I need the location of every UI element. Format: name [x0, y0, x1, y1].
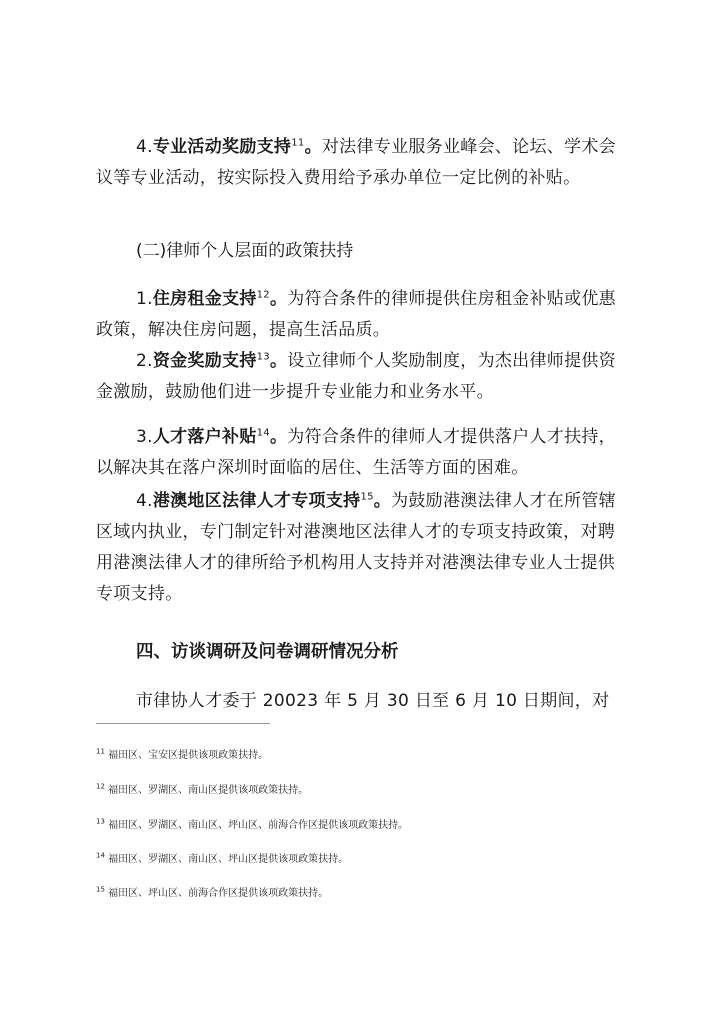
item-title: 住房租金支持 — [152, 289, 257, 309]
footnote-number: 15 — [96, 885, 105, 894]
footnote-ref: 11 — [291, 137, 305, 149]
paragraph-professional-activity-award — [96, 132, 632, 194]
item-text: 设立律师个人奖励制度，为杰出律师提供资金激励，鼓励他们进一步提升专业能力和业务水平。 — [96, 351, 616, 402]
item-title: 人才落户补贴 — [152, 427, 257, 447]
item-text: 为鼓励港澳法律人才在所管辖区域内执业，专门制定针对港澳地区法律人才的专项支持政策，对聘用港澳法律人才的律所给予机构用人支持并对港澳法律专业人士提供专项支持。 — [96, 491, 616, 604]
footnote-text: 福田区、罗湖区、南山区、坪山区提供该项政策扶持。 — [108, 854, 349, 865]
footnote-number: 12 — [96, 782, 105, 791]
paragraph-housing-rent-support — [96, 284, 632, 346]
paragraph-survey-intro: 市律协人才委于 20023 年 5 月 30 日至 6 月 10 日期间，对 — [136, 691, 610, 711]
footnote-ref: 14 — [256, 427, 270, 439]
footnote-12 — [96, 784, 308, 798]
footnote-number: 13 — [96, 817, 105, 826]
item-punct: 。 — [304, 137, 322, 157]
footnote-text: 福田区、宝安区提供该项政策扶持。 — [108, 750, 269, 761]
item-number: 3. — [136, 427, 153, 447]
footnote-number: 11 — [96, 747, 105, 756]
item-punct: 。 — [269, 289, 288, 309]
item-title: 资金奖励支持 — [152, 351, 257, 371]
footnote-ref: 13 — [256, 351, 270, 363]
paragraph-hk-macao-talent-support — [96, 486, 632, 610]
paragraph-talent-settlement-subsidy — [96, 422, 632, 484]
footnote-number: 14 — [96, 851, 105, 860]
item-punct: 。 — [269, 427, 288, 447]
item-text: 为符合条件的律师人才提供落户人才扶持，以解决其在落户深圳时面临的居住、生活等方面的困难。 — [96, 427, 616, 478]
item-number: 1. — [136, 289, 153, 309]
item-number: 4. — [136, 137, 153, 157]
footnote-ref: 12 — [256, 289, 270, 301]
footnote-separator — [96, 723, 270, 724]
item-number: 4. — [136, 491, 153, 511]
item-text: 为符合条件的律师提供住房租金补贴或优惠政策，解决住房问题，提高生活品质。 — [96, 289, 616, 340]
item-title: 港澳地区法律人才专项支持 — [152, 491, 361, 511]
footnote-11 — [96, 749, 268, 763]
item-number: 2. — [136, 351, 153, 371]
paragraph-fund-award-support — [96, 346, 632, 408]
item-punct: 。 — [373, 491, 392, 511]
footnote-15 — [96, 887, 328, 901]
item-text: 对法律专业服务业峰会、论坛、学术会议等专业活动，按实际投入费用给予承办单位一定比例的补贴。 — [96, 137, 616, 188]
item-punct: 。 — [269, 351, 288, 371]
item-title: 专业活动奖励支持 — [152, 137, 292, 157]
footnote-13 — [96, 819, 408, 833]
footnote-text: 福田区、罗湖区、南山区提供该项政策扶持。 — [108, 785, 309, 796]
footnote-text: 福田区、坪山区、前海合作区提供该项政策扶持。 — [108, 888, 329, 899]
section-heading-survey-analysis: 四、访谈调研及问卷调研情况分析 — [136, 642, 399, 662]
footnote-text: 福田区、罗湖区、南山区、坪山区、前海合作区提供该项政策扶持。 — [108, 820, 409, 831]
subheading-individual-policy: (二)律师个人层面的政策扶持 — [136, 241, 354, 261]
footnote-14 — [96, 853, 348, 867]
footnote-ref: 15 — [360, 491, 374, 503]
